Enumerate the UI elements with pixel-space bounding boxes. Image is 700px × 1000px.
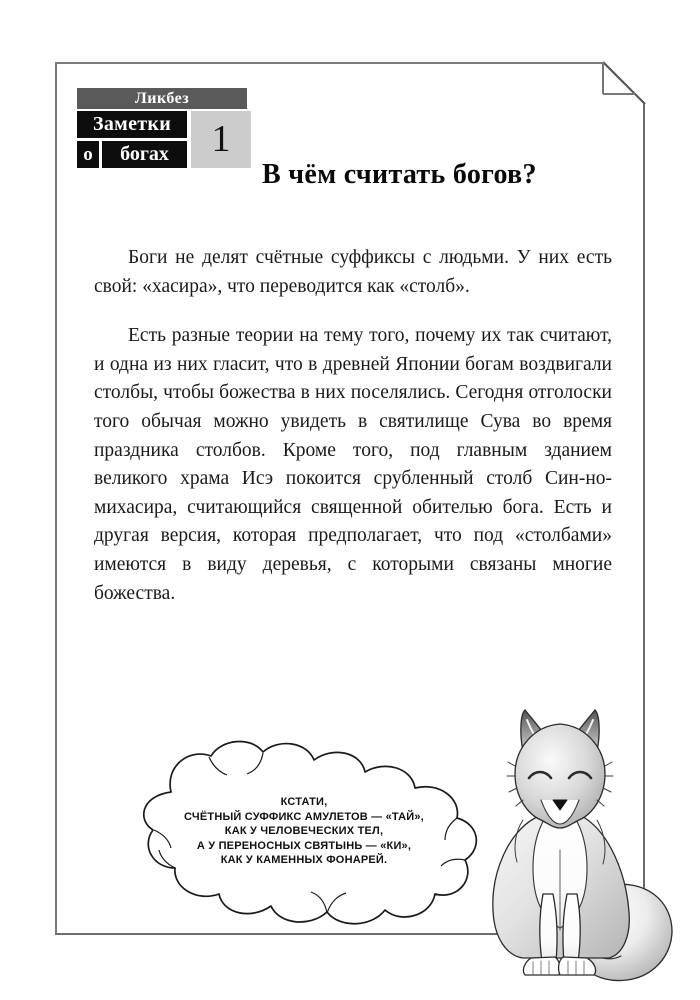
series-badge-cluster xyxy=(77,88,252,168)
badge-rows xyxy=(77,111,252,168)
body-paragraph-1: Боги не делят счётные суффиксы с людьми. У них есть свой: «хасира», что переводится как «столб». xyxy=(94,247,612,297)
badge-title-line1: Заметки xyxy=(77,111,187,138)
badge-title-row2 xyxy=(77,141,187,168)
chapter-title: В чём считать богов? xyxy=(262,158,537,190)
bubble-line-5: КАК У КАМЕННЫХ ФОНАРЕЙ. xyxy=(220,854,388,866)
page-corner-fold-mask xyxy=(603,62,645,104)
thought-bubble-text xyxy=(109,795,499,868)
badge-left-column xyxy=(77,111,187,168)
series-band-label: Ликбез xyxy=(77,88,247,109)
bubble-line-3: КАК У ЧЕЛОВЕЧЕСКИХ ТЕЛ, xyxy=(224,825,384,837)
fox-front-leg-left xyxy=(540,894,557,962)
fox-illustration xyxy=(463,700,678,1000)
bubble-line-4: А У ПЕРЕНОСНЫХ СВЯТЫНЬ — «КИ», xyxy=(196,839,412,852)
bubble-line-2: СЧЁТНЫЙ СУФФИКС АМУЛЕТОВ — «ТАЙ», xyxy=(184,810,424,823)
body-copy xyxy=(94,244,612,608)
chapter-number-box: 1 xyxy=(191,111,251,168)
body-paragraph-2: Есть разные теории на тему того, почему их так считают, и одна из них гласит, что в древней Японии богам воздвигали столбы, чтобы божества в них поселялись. Сегодня отголоски того обычая можно увидеть в святилище Сува во время праздника столбов. Кроме того, под главным зданием великого храма Исэ покоится срубленный столб Син-но-михасира, считающийся священной обителью бога. Есть и другая версия, которая предполагает, что под «столбами» имеются в виду деревья, с которыми связаны многие божества. xyxy=(94,325,612,604)
fox-front-leg-right xyxy=(563,894,580,962)
badge-title-prefix: о xyxy=(77,141,99,168)
fox-paw-right xyxy=(559,957,596,975)
fox-paw-left xyxy=(523,957,560,975)
bubble-line-1: КСТАТИ, xyxy=(280,796,328,808)
thought-bubble xyxy=(109,740,499,930)
badge-title-line2: богах xyxy=(102,141,187,168)
